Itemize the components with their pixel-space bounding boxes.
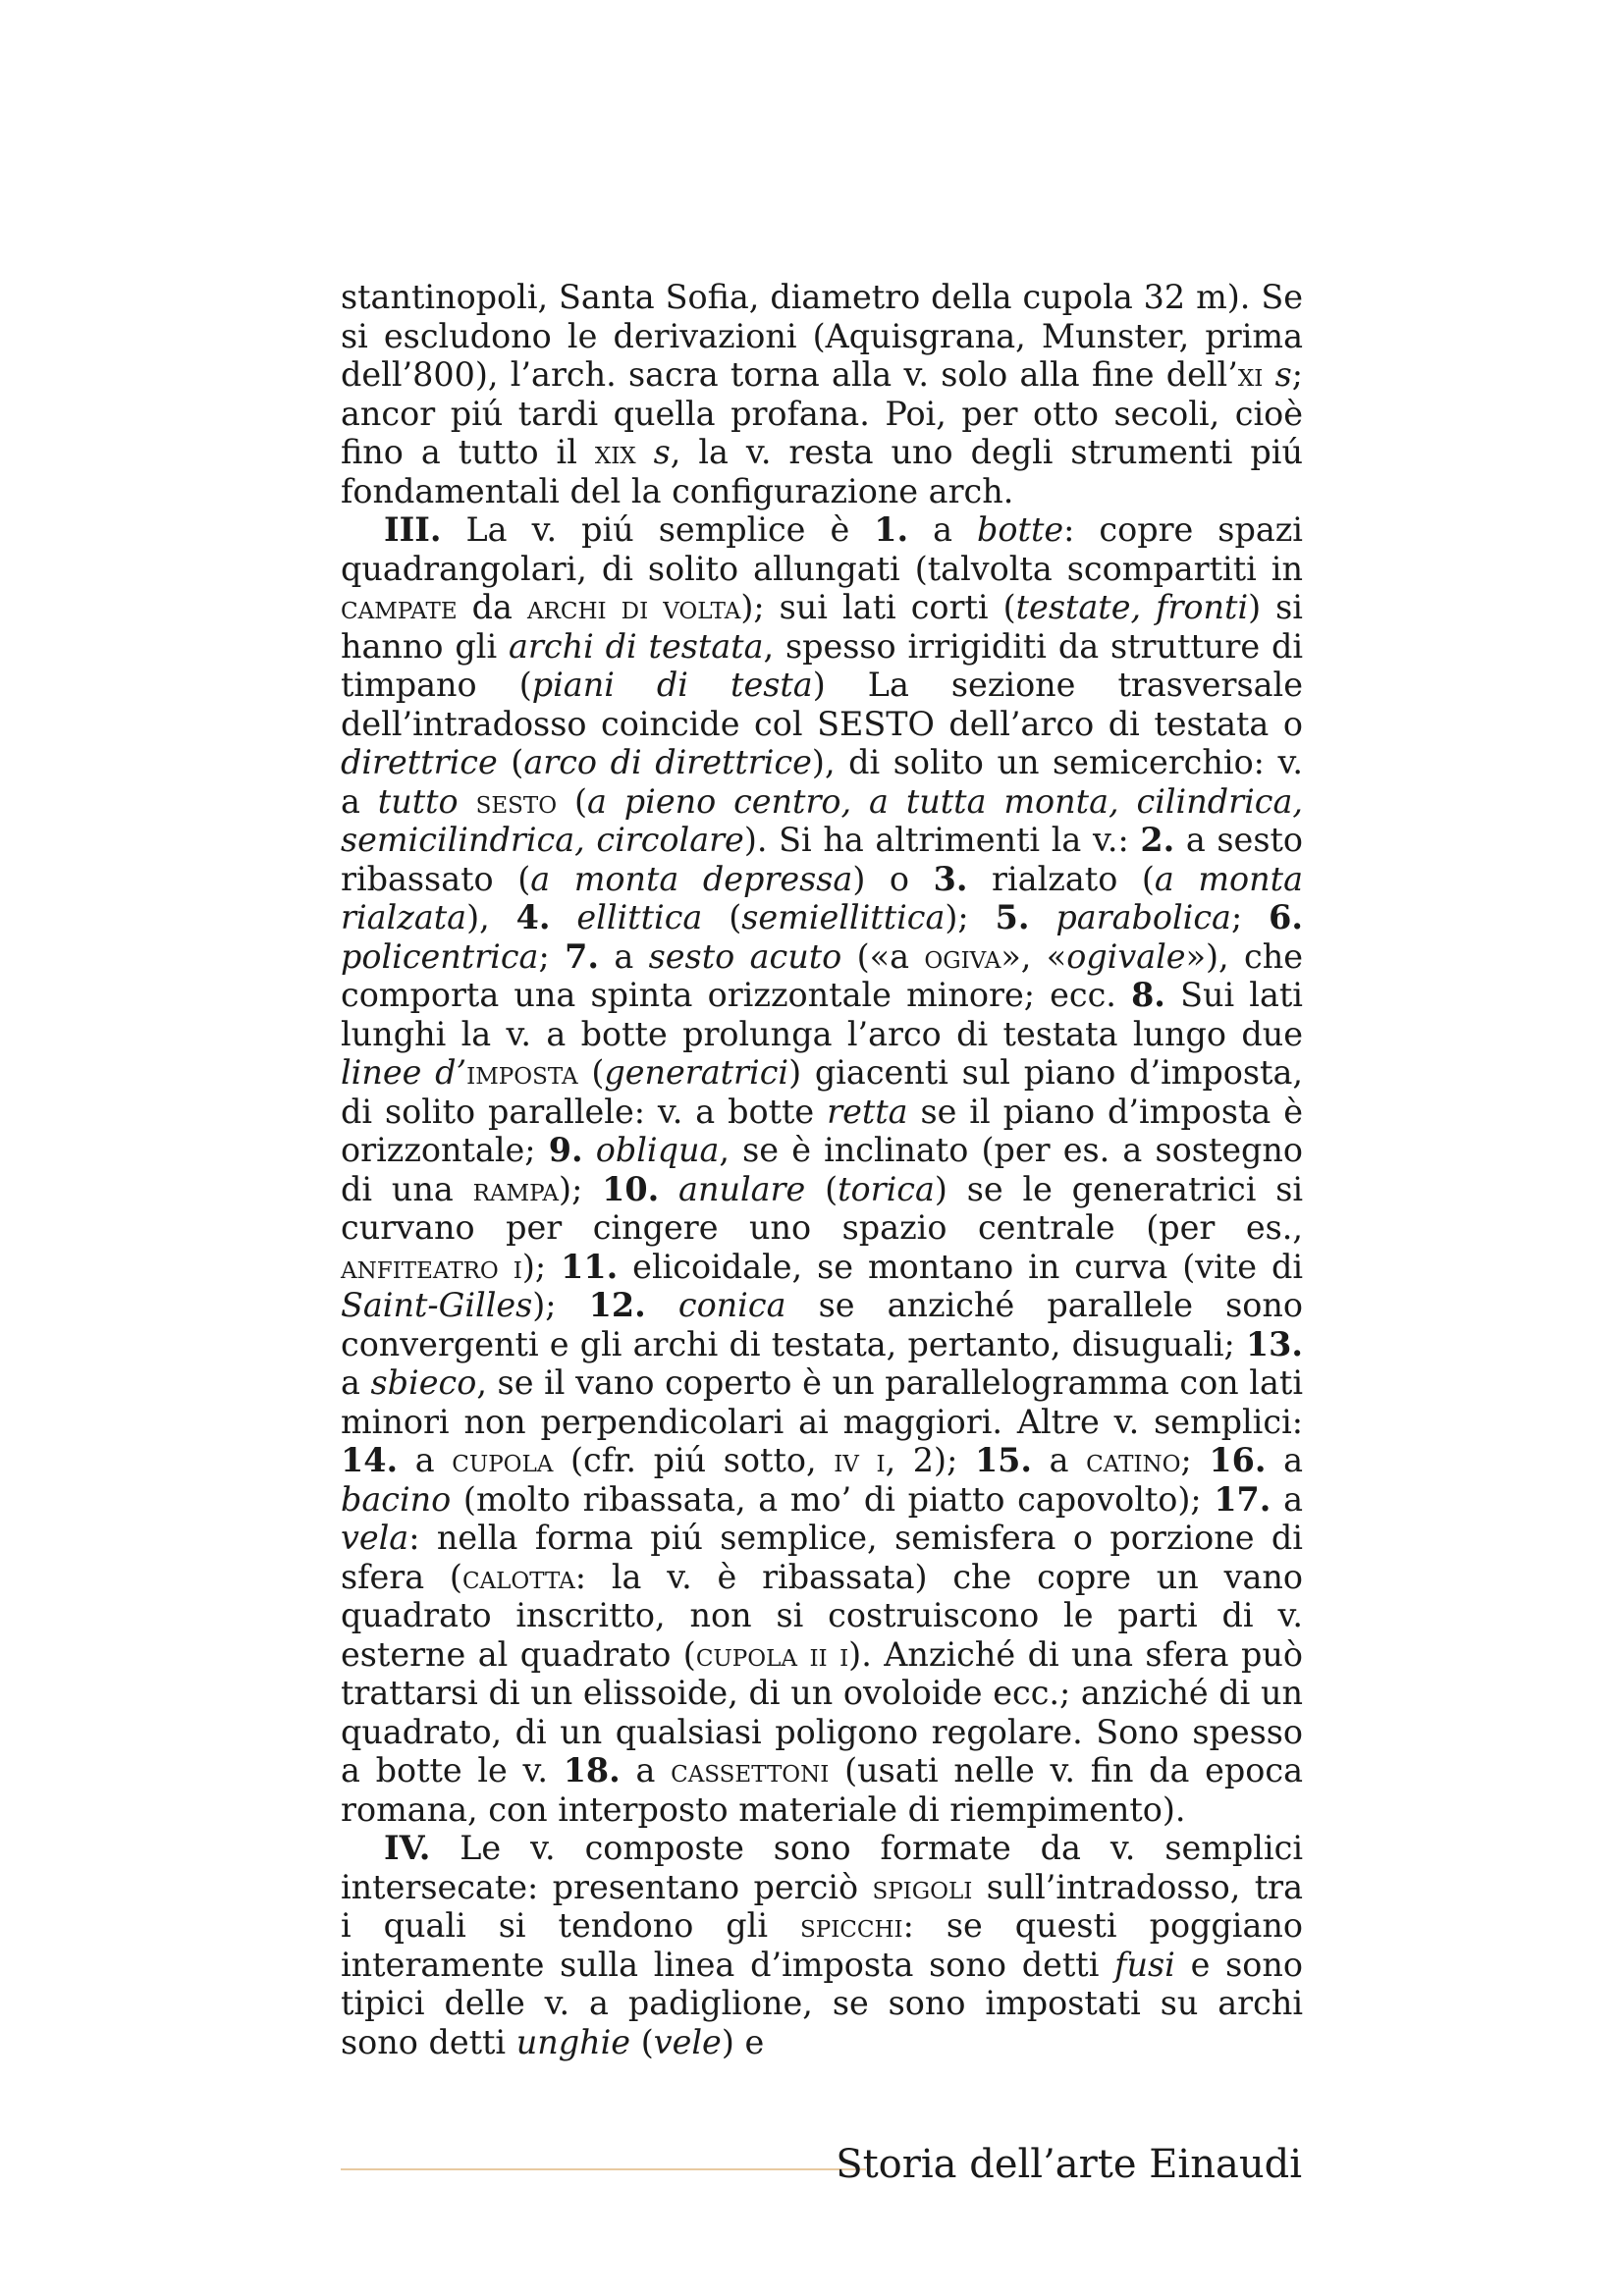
text-segment: piani di testa (531, 666, 813, 704)
text-segment: ( (577, 1053, 605, 1092)
text-segment: ( (497, 743, 524, 781)
text-segment: ); (559, 1169, 603, 1208)
text-segment: 12. (588, 1286, 646, 1324)
text-segment: ), (466, 898, 516, 936)
text-segment: campate (341, 588, 458, 626)
text-segment: : la v. è ribassata) che copre un vano quadrato inscritto, non si costruiscono le parti di v. esterne al quadrato ( (341, 1557, 1303, 1674)
text-segment: a monta rialzata (341, 859, 1303, 936)
text-segment: cupola (452, 1441, 554, 1479)
text-segment: Le v. composte sono formate da v. semplici intersecate: presentano perciò (341, 1829, 1303, 1906)
text-segment: botte (977, 510, 1064, 549)
text-segment: 7. (565, 936, 599, 976)
text-segment: iv i, 2 (834, 1441, 935, 1479)
text-segment: vele (653, 2022, 722, 2061)
text-segment: parabolica (1055, 898, 1231, 936)
text-segment: 1. (874, 510, 909, 549)
text-segment: ) o (852, 859, 934, 898)
text-segment: stantinopoli, Santa Sofia, diametro della cupola 32 m). Se si escludono le derivazioni (Aquisgrana, Munster, prima dell’800), l’arch. sacra torna alla v. solo alla fine dell’ (341, 278, 1303, 394)
text-segment (659, 1170, 678, 1208)
text-segment: se il piano d’imposta è orizzontale; (341, 1092, 1303, 1169)
text-segment: a (908, 510, 978, 549)
text-segment: e sono tipici delle v. a padiglione, se sono impostati su archi sono detti (341, 1945, 1303, 2061)
text-segment: ) giacenti sul piano d’imposta, di solito parallele: v. a botte (341, 1053, 1303, 1131)
text-segment: unghie (515, 2022, 631, 2061)
text-segment: a (1032, 1441, 1087, 1479)
text-segment: 5. (995, 898, 1030, 936)
text-segment: ellittica (576, 898, 703, 936)
text-segment: cassettoni (671, 1751, 830, 1789)
text-segment: ); (532, 1286, 589, 1324)
text-segment: ; ancor piú tardi quella profana. Poi, per otto secoli, cioè fino a tutto il (341, 355, 1303, 471)
text-segment: ), di solito un semicerchio: v. a (341, 743, 1304, 821)
text-segment: s (1274, 355, 1292, 394)
text-segment: : nella forma piú semplice, semisfera o porzione di sfera ( (341, 1519, 1303, 1596)
text-segment: catino (1086, 1441, 1181, 1479)
text-segment: a (398, 1441, 453, 1479)
text-segment (583, 1131, 596, 1169)
text-segment: ; (1230, 898, 1270, 936)
text-segment: fusi (1114, 1945, 1175, 1984)
text-segment: rialzato ( (967, 859, 1155, 898)
text-segment: Saint-Gilles (341, 1286, 533, 1324)
text-segment: direttrice (341, 743, 498, 781)
text-segment: 18. (563, 1751, 621, 1789)
text-segment: ; (1180, 1441, 1210, 1479)
text-segment (459, 782, 476, 821)
text-segment: 13. (1245, 1324, 1303, 1363)
text-segment: ( (630, 2022, 654, 2061)
text-segment: da (457, 588, 527, 626)
text-segment (1029, 898, 1055, 936)
text-segment: retta (827, 1092, 908, 1131)
text-segment: 6. (1269, 898, 1303, 936)
text-segment: : copre spazi quadrangolari, di solito allungati (talvolta scompartiti in (341, 510, 1303, 588)
text-segment: calotta (461, 1557, 575, 1596)
text-segment: a pieno centro, a tutta monta, cilindrica, semicilindrica, circolare (341, 781, 1303, 859)
text-segment: spigoli (872, 1867, 973, 1906)
text-segment: 11. (561, 1247, 619, 1286)
text-segment: a (1266, 1441, 1303, 1479)
text-segment: obliqua (595, 1131, 720, 1169)
text-segment: semiellittica (741, 898, 946, 936)
text-segment: vela (341, 1519, 409, 1557)
text-segment: a (341, 1363, 371, 1402)
text-segment: ); sui lati corti ( (740, 588, 1016, 626)
text-segment: 14. (341, 1441, 399, 1479)
text-segment: a (598, 936, 649, 976)
text-segment: ) e (721, 2022, 765, 2061)
text-segment: ( (702, 898, 742, 936)
text-segment: ) La sezione trasversale dell’intradosso coincide col SESTO dell’arco di testata o (341, 666, 1303, 743)
body-text (341, 278, 1303, 2061)
text-segment: ); (945, 898, 996, 936)
text-segment: 9. (548, 1131, 583, 1169)
text-segment: se anziché parallele sono convergenti e gli archi di testata, pertanto, disuguali; (341, 1286, 1303, 1363)
text-segment: ). Anziché di una sfera può trattarsi di un elissoide, di un ovoloide ecc.; anziché di un quadrato, di un qualsiasi poligono regolare. Sono spesso a botte le v. (341, 1634, 1303, 1789)
text-segment: a monta depressa (530, 859, 853, 898)
text-segment (550, 898, 576, 936)
text-segment: , spesso irrigiditi da strutture di timpano ( (341, 626, 1303, 704)
text-segment: 2. (1140, 821, 1175, 859)
text-segment (1263, 355, 1274, 394)
text-segment: III. (384, 510, 442, 549)
text-segment: ogivale (1066, 936, 1186, 976)
text-segment: , se è inclinato (per es. a sostegno di una (341, 1131, 1303, 1208)
footer-rule (341, 2168, 866, 2170)
text-segment: a (620, 1751, 672, 1789)
text-segment: xi (1237, 355, 1264, 394)
text-segment: ) si hanno gli (341, 588, 1303, 666)
text-segment: La v. piú semplice è (441, 510, 875, 549)
text-segment: 10. (602, 1169, 660, 1208)
text-segment: tutto (377, 781, 459, 821)
paragraph-p3 (341, 1829, 1303, 2061)
text-segment: 4. (515, 898, 551, 936)
text-segment: ; (538, 936, 566, 976)
text-segment: conica (677, 1286, 786, 1324)
text-segment: : se questi poggiano interamente sulla linea d’imposta sono detti (341, 1906, 1303, 1984)
text-segment: spicchi (799, 1906, 903, 1945)
paragraph-p2 (341, 510, 1303, 1829)
text-segment: anulare (678, 1169, 806, 1208)
text-segment: sull’intradosso, tra i quali si tendono gli (341, 1867, 1303, 1945)
text-segment: ogiva (924, 936, 1001, 976)
text-segment: rampa (472, 1169, 560, 1208)
text-segment: arco di direttrice (523, 743, 812, 781)
text-segment: sesto acuto (648, 936, 842, 976)
text-segment: elicoidale, se montano in curva (vite di (618, 1247, 1304, 1286)
text-segment: a (1271, 1479, 1303, 1519)
footer-title: Storia dell’arte Einaudi (836, 2142, 1302, 2187)
text-segment (646, 1286, 678, 1324)
text-segment: ); (934, 1441, 975, 1479)
text-segment: ( (557, 781, 587, 821)
text-segment (636, 433, 654, 471)
text-segment: 3. (933, 859, 968, 898)
text-segment: ); (521, 1247, 562, 1286)
text-segment: sbieco (370, 1363, 477, 1402)
text-segment: policentrica (341, 936, 539, 976)
text-segment: xix (594, 433, 636, 471)
text-segment: archi di testata (509, 626, 764, 666)
text-segment: s (653, 433, 671, 471)
text-segment: sesto (475, 781, 558, 821)
text-segment: («a (841, 936, 925, 976)
text-segment: IV. (384, 1829, 431, 1867)
text-segment: 17. (1214, 1479, 1271, 1519)
text-segment: (molto ribassata, a mo’ di piatto capovolto); (451, 1479, 1215, 1519)
text-segment: ). Si ha altrimenti la v.: (743, 821, 1141, 859)
paragraph-p1 (341, 278, 1303, 510)
text-segment: 16. (1209, 1441, 1267, 1479)
text-segment: testate, fronti (1015, 588, 1249, 626)
text-segment: ( (805, 1169, 839, 1208)
text-segment: (cfr. piú sotto, (553, 1441, 835, 1479)
text-segment: anfiteatro i (341, 1247, 522, 1286)
text-segment: », « (1001, 936, 1067, 976)
text-segment: (usati nelle v. fin da epoca romana, con interposto materiale di riempimento). (341, 1751, 1303, 1829)
text-segment: torica (838, 1169, 935, 1208)
text-segment: imposta (466, 1053, 578, 1092)
text-segment: a sesto ribassato ( (341, 821, 1303, 898)
text-segment: , la v. resta uno degli strumenti piú fondamentali del la configurazione arch. (341, 433, 1303, 510)
text-segment: ) se le generatrici si curvano per cingere uno spazio centrale (per es., (341, 1169, 1304, 1247)
text-segment: , se il vano coperto è un parallelogramma con lati minori non perpendicolari ai maggiori. Altre v. semplici: (341, 1363, 1303, 1441)
text-segment: Sui lati lunghi la v. a botte prolunga l’arco di testata lungo due (341, 976, 1303, 1053)
text-segment: 8. (1131, 976, 1165, 1014)
text-segment: generatrici (604, 1053, 789, 1092)
text-segment: archi di volta (526, 588, 741, 626)
text-segment: bacino (341, 1479, 452, 1519)
text-segment: linee d’ (341, 1053, 467, 1092)
text-segment: 15. (974, 1441, 1033, 1479)
text-segment: »), che comporta una spinta orizzontale minore; ecc. (341, 936, 1303, 1014)
text-segment: cupola ii i (695, 1634, 849, 1674)
